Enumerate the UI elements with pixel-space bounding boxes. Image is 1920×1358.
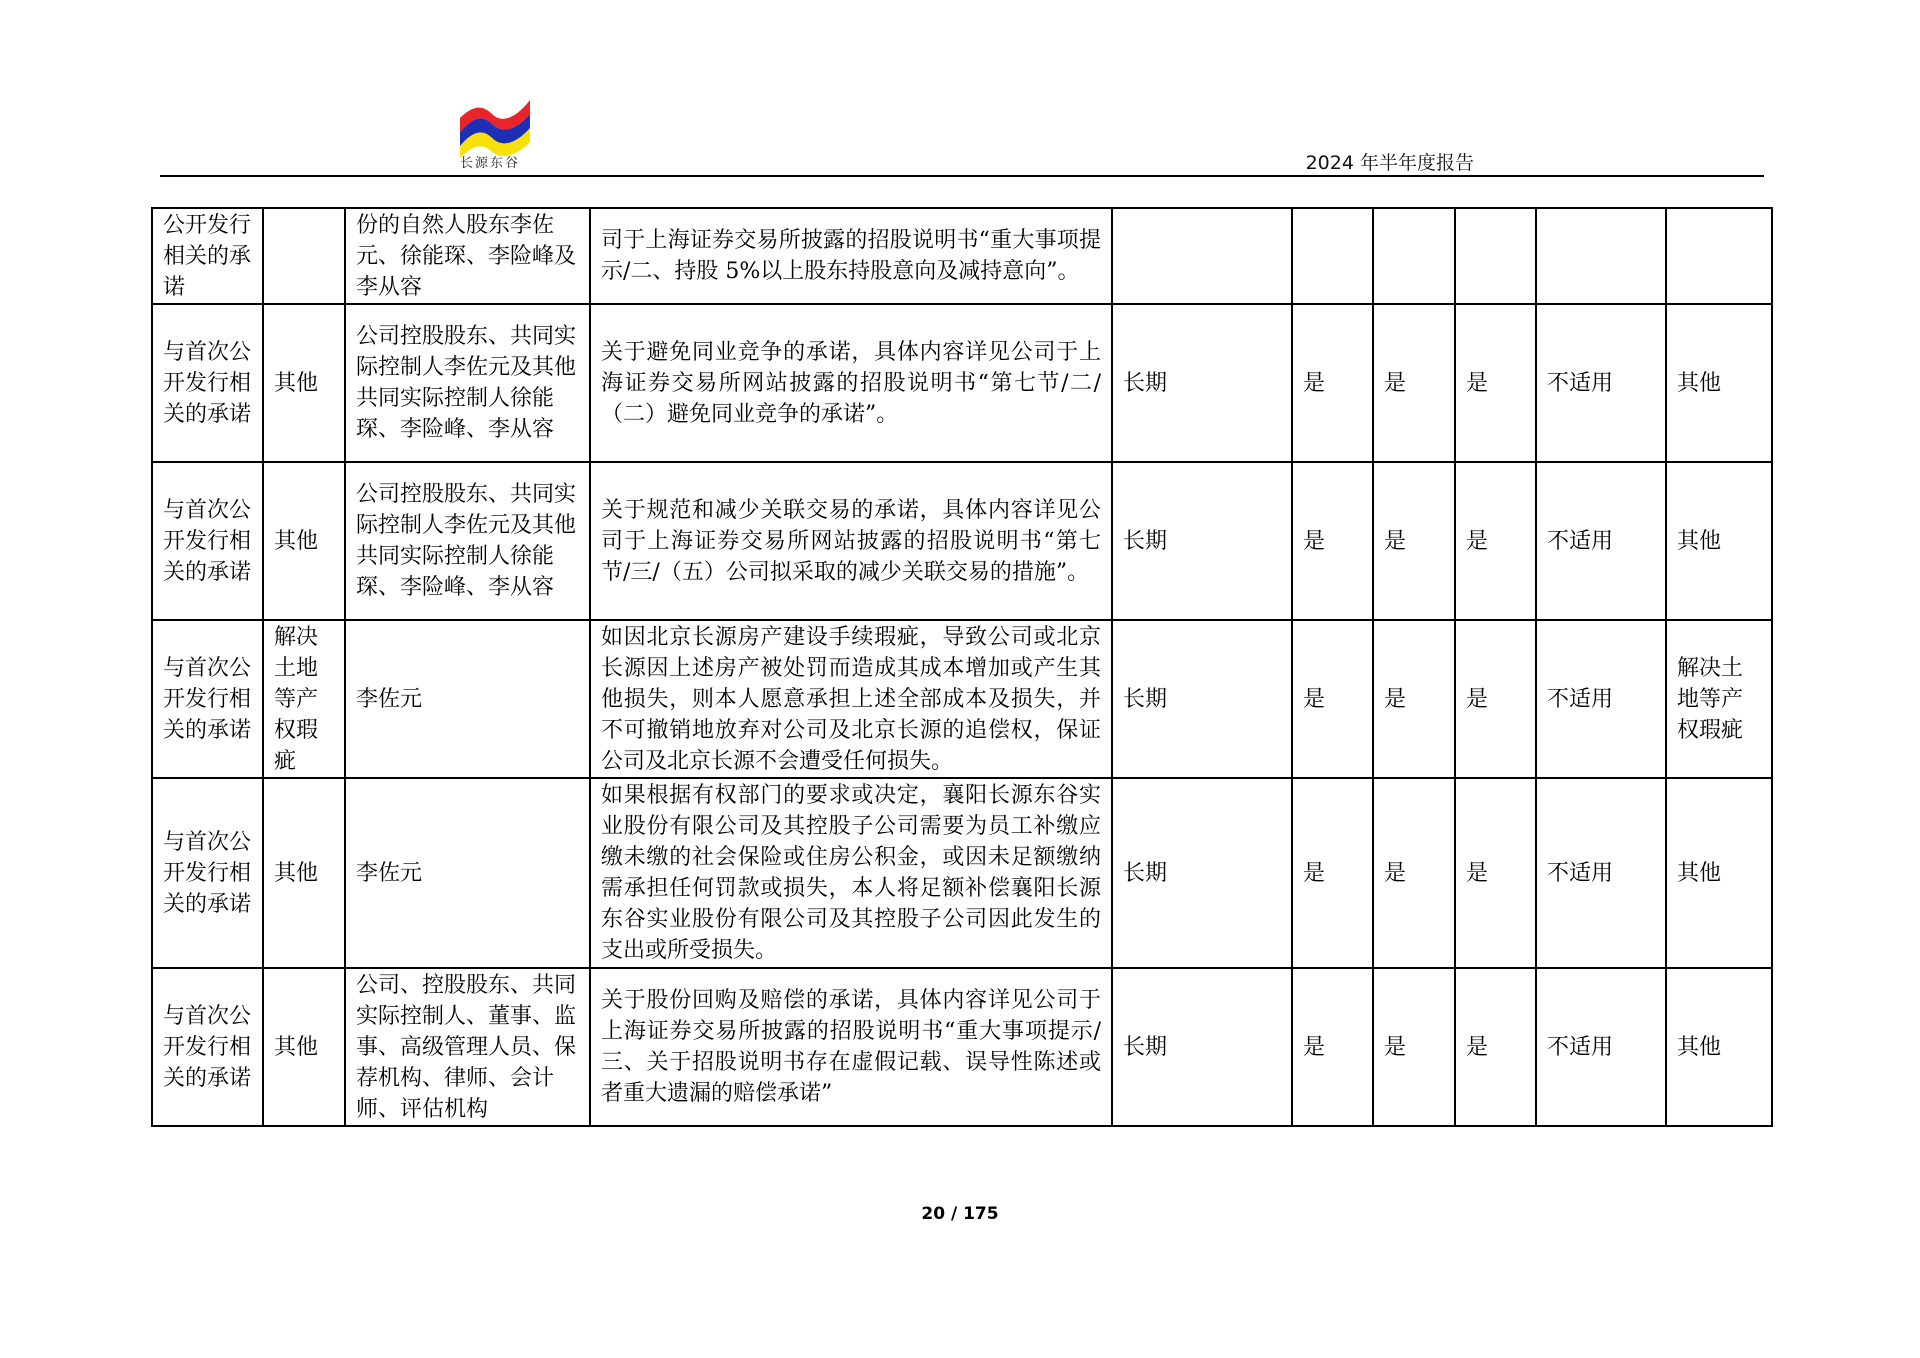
header-divider xyxy=(160,175,1764,177)
cell-party: 公司控股股东、共同实际控制人李佐元及其他共同实际控制人徐能琛、李险峰、李从容 xyxy=(345,462,590,620)
cell-background: 与首次公开发行相关的承诺 xyxy=(152,968,263,1126)
cell-content: 关于避免同业竞争的承诺，具体内容详见公司于上海证券交易所网站披露的招股说明书“第七节/二/（二）避免同业竞争的承诺”。 xyxy=(590,304,1112,462)
cell-term: 长期 xyxy=(1112,462,1292,620)
cell-type: 其他 xyxy=(263,304,345,462)
table-row xyxy=(152,462,1772,620)
page-number: 20 / 175 xyxy=(921,1204,999,1224)
cell-reason xyxy=(1536,208,1666,304)
cell-has-deadline xyxy=(1292,208,1373,304)
cell-reason: 不适用 xyxy=(1536,620,1666,778)
cell-party: 李佐元 xyxy=(345,778,590,968)
cell-strict-perform: 是 xyxy=(1373,968,1455,1126)
cell-has-deadline: 是 xyxy=(1292,462,1373,620)
table-row xyxy=(152,620,1772,778)
cell-content: 关于规范和减少关联交易的承诺，具体内容详见公司于上海证券交易所网站披露的招股说明书“第七节/三/（五）公司拟采取的减少关联交易的措施”。 xyxy=(590,462,1112,620)
cell-col8: 是 xyxy=(1455,778,1536,968)
cell-type: 其他 xyxy=(263,778,345,968)
cell-type: 解决土地等产权瑕疵 xyxy=(263,620,345,778)
cell-has-deadline: 是 xyxy=(1292,620,1373,778)
cell-party: 李佐元 xyxy=(345,620,590,778)
cell-reason: 不适用 xyxy=(1536,778,1666,968)
table-row xyxy=(152,304,1772,462)
cell-background: 与首次公开发行相关的承诺 xyxy=(152,304,263,462)
cell-party: 公司、控股股东、共同实际控制人、董事、监事、高级管理人员、保荐机构、律师、会计师、评估机构 xyxy=(345,968,590,1126)
cell-col8 xyxy=(1455,208,1536,304)
table-row xyxy=(152,208,1772,304)
cell-next-plan: 其他 xyxy=(1666,968,1772,1126)
cell-col8: 是 xyxy=(1455,304,1536,462)
cell-background: 与首次公开发行相关的承诺 xyxy=(152,620,263,778)
cell-content: 司于上海证券交易所披露的招股说明书“重大事项提示/二、持股 5%以上股东持股意向及减持意向”。 xyxy=(590,208,1112,304)
cell-col8: 是 xyxy=(1455,620,1536,778)
cell-content: 关于股份回购及赔偿的承诺，具体内容详见公司于上海证券交易所披露的招股说明书“重大事项提示/三、关于招股说明书存在虚假记载、误导性陈述或者重大遗漏的赔偿承诺” xyxy=(590,968,1112,1126)
cell-type xyxy=(263,208,345,304)
table-row xyxy=(152,778,1772,968)
cell-next-plan xyxy=(1666,208,1772,304)
cell-has-deadline: 是 xyxy=(1292,778,1373,968)
cell-type: 其他 xyxy=(263,968,345,1126)
cell-strict-perform: 是 xyxy=(1373,620,1455,778)
cell-strict-perform xyxy=(1373,208,1455,304)
cell-next-plan: 其他 xyxy=(1666,462,1772,620)
cell-term: 长期 xyxy=(1112,968,1292,1126)
cell-content: 如因北京长源房产建设手续瑕疵，导致公司或北京长源因上述房产被处罚而造成其成本增加或产生其他损失，则本人愿意承担上述全部成本及损失，并不可撤销地放弃对公司及北京长源的追偿权，保证公司及北京长源不会遭受任何损失。 xyxy=(590,620,1112,778)
cell-next-plan: 解决土地等产权瑕疵 xyxy=(1666,620,1772,778)
cell-background: 与首次公开发行相关的承诺 xyxy=(152,462,263,620)
cell-party: 份的自然人股东李佐元、徐能琛、李险峰及李从容 xyxy=(345,208,590,304)
page-header xyxy=(160,96,1764,176)
cell-col8: 是 xyxy=(1455,462,1536,620)
cell-has-deadline: 是 xyxy=(1292,304,1373,462)
cell-reason: 不适用 xyxy=(1536,968,1666,1126)
commitment-table xyxy=(151,207,1773,1127)
cell-has-deadline: 是 xyxy=(1292,968,1373,1126)
cell-party: 公司控股股东、共同实际控制人李佐元及其他共同实际控制人徐能琛、李险峰、李从容 xyxy=(345,304,590,462)
cell-strict-perform: 是 xyxy=(1373,304,1455,462)
cell-background: 与首次公开发行相关的承诺 xyxy=(152,778,263,968)
cell-content: 如果根据有权部门的要求或决定，襄阳长源东谷实业股份有限公司及其控股子公司需要为员工补缴应缴未缴的社会保险或住房公积金，或因未足额缴纳需承担任何罚款或损失，本人将足额补偿襄阳长源东谷实业股份有限公司及其控股子公司因此发生的支出或所受损失。 xyxy=(590,778,1112,968)
cell-term: 长期 xyxy=(1112,778,1292,968)
cell-type: 其他 xyxy=(263,462,345,620)
report-title: 2024 年半年度报告 xyxy=(1305,152,1474,174)
cell-col8: 是 xyxy=(1455,968,1536,1126)
cell-background: 公开发行相关的承诺 xyxy=(152,208,263,304)
cell-reason: 不适用 xyxy=(1536,462,1666,620)
cell-term xyxy=(1112,208,1292,304)
cell-reason: 不适用 xyxy=(1536,304,1666,462)
table-row xyxy=(152,968,1772,1126)
cell-strict-perform: 是 xyxy=(1373,778,1455,968)
logo-text: 长源东谷 xyxy=(460,156,521,171)
cell-next-plan: 其他 xyxy=(1666,778,1772,968)
cell-strict-perform: 是 xyxy=(1373,462,1455,620)
cell-term: 长期 xyxy=(1112,620,1292,778)
cell-term: 长期 xyxy=(1112,304,1292,462)
cell-next-plan: 其他 xyxy=(1666,304,1772,462)
